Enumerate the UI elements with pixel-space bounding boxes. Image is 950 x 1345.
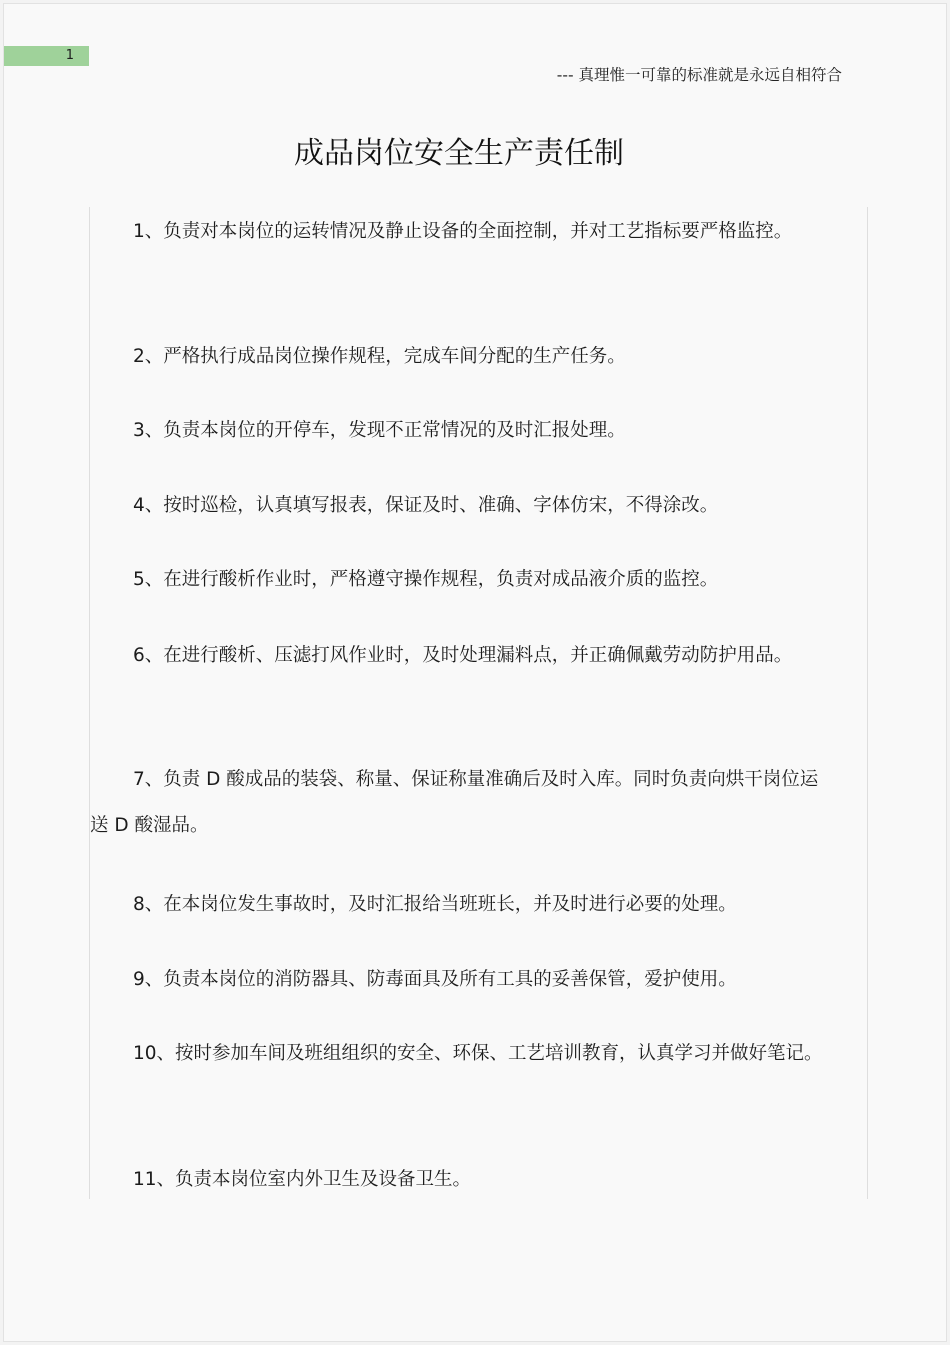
clause-3: 3、负责本岗位的开停车，发现不正常情况的及时汇报处理。 <box>133 420 626 441</box>
margin-guide-right <box>867 207 868 1199</box>
clause-10: 10、按时参加车间及班组组织的安全、环保、工艺培训教育，认真学习并做好笔记。 <box>133 1043 823 1064</box>
clause-5: 5、在进行酸析作业时，严格遵守操作规程，负责对成品液介质的监控。 <box>133 569 719 590</box>
document-page <box>3 3 947 1342</box>
clause-4: 4、按时巡检，认真填写报表，保证及时、准确、字体仿宋，不得涂改。 <box>133 495 719 516</box>
header-motto: --- 真理惟一可靠的标准就是永远自相符合 <box>556 66 842 84</box>
clause-11: 11、负责本岗位室内外卫生及设备卫生。 <box>133 1169 472 1190</box>
clause-2: 2、严格执行成品岗位操作规程，完成车间分配的生产任务。 <box>133 346 626 367</box>
clause-8: 8、在本岗位发生事故时，及时汇报给当班班长，并及时进行必要的处理。 <box>133 894 737 915</box>
clause-6: 6、在进行酸析、压滤打风作业时，及时处理漏料点，并正确佩戴劳动防护用品。 <box>133 645 793 666</box>
clause-9: 9、负责本岗位的消防器具、防毒面具及所有工具的妥善保管，爱护使用。 <box>133 969 737 990</box>
document-title: 成品岗位安全生产责任制 <box>294 136 624 171</box>
clause-7: 7、负责 D 酸成品的装袋、称量、保证称量准确后及时入库。同时负责向烘干岗位运送 D 酸湿品。 <box>90 769 819 836</box>
clause-1: 1、负责对本岗位的运转情况及静止设备的全面控制，并对工艺指标要严格监控。 <box>133 221 793 242</box>
page-number-badge: 1 <box>4 46 89 66</box>
